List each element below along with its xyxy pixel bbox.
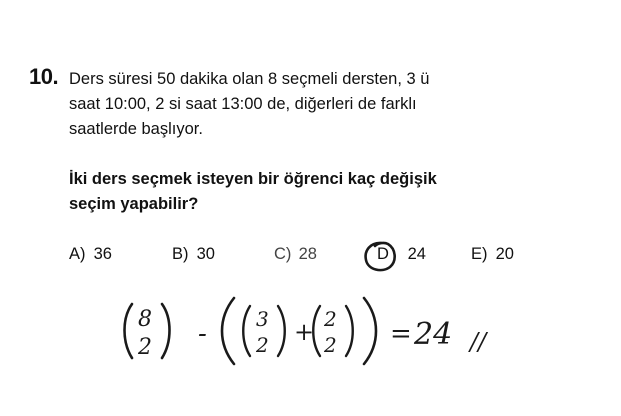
choice-e[interactable] bbox=[471, 245, 514, 264]
question-prompt bbox=[69, 167, 599, 217]
paren-open-3 bbox=[313, 306, 320, 356]
choice-a-value: 36 bbox=[93, 245, 112, 263]
paren-close-outer bbox=[364, 298, 376, 364]
binom2-bottom: 2 bbox=[256, 333, 269, 357]
prompt-line-2: seçim yapabilir? bbox=[69, 195, 199, 213]
paren-open-outer bbox=[222, 298, 234, 364]
choice-a-letter: A) bbox=[69, 245, 86, 263]
stem-line-1: Ders süresi 50 dakika olan 8 seçmeli dersten, 3 ü bbox=[69, 70, 430, 88]
paren-close-1 bbox=[162, 304, 170, 358]
plus-sign: + bbox=[294, 318, 315, 346]
choice-e-value: 20 bbox=[495, 245, 514, 263]
result-mark: // bbox=[470, 328, 487, 356]
question-stem bbox=[69, 67, 599, 142]
prompt-line-1: İki ders seçmek isteyen bir öğrenci kaç değişik bbox=[69, 170, 437, 188]
choice-a[interactable] bbox=[69, 245, 112, 264]
choice-e-letter: E) bbox=[471, 245, 488, 263]
minus-sign: - bbox=[198, 319, 207, 349]
stem-line-2: saat 10:00, 2 si saat 13:00 de, diğerleri de farklı bbox=[69, 95, 417, 113]
choice-d-value: 24 bbox=[407, 245, 426, 263]
equals-sign: = bbox=[390, 319, 412, 349]
choice-b-letter: B) bbox=[172, 245, 189, 263]
selected-answer-circle bbox=[362, 240, 400, 274]
result-value: 24 bbox=[414, 317, 453, 352]
choice-b-value: 30 bbox=[196, 245, 215, 263]
paren-open-2 bbox=[243, 306, 250, 356]
choice-b[interactable] bbox=[172, 245, 215, 264]
binom3-top: 2 bbox=[324, 307, 337, 331]
choice-c[interactable] bbox=[274, 245, 317, 264]
stem-line-3: saatlerde başlıyor. bbox=[69, 120, 203, 138]
binom3-bottom: 2 bbox=[324, 333, 337, 357]
paren-close-2 bbox=[278, 306, 285, 356]
answer-choices bbox=[0, 245, 621, 275]
choice-c-value: 28 bbox=[298, 245, 317, 263]
binom1-top: 8 bbox=[138, 307, 152, 332]
question-number: 10. bbox=[29, 64, 59, 89]
paren-open-1 bbox=[125, 304, 133, 358]
paren-close-3 bbox=[346, 306, 353, 356]
handwritten-solution bbox=[120, 294, 520, 366]
binom2-top: 3 bbox=[256, 307, 269, 331]
choice-d-letter: D bbox=[377, 245, 389, 263]
choice-c-letter: C) bbox=[274, 245, 292, 263]
binom1-bottom: 2 bbox=[138, 335, 152, 360]
